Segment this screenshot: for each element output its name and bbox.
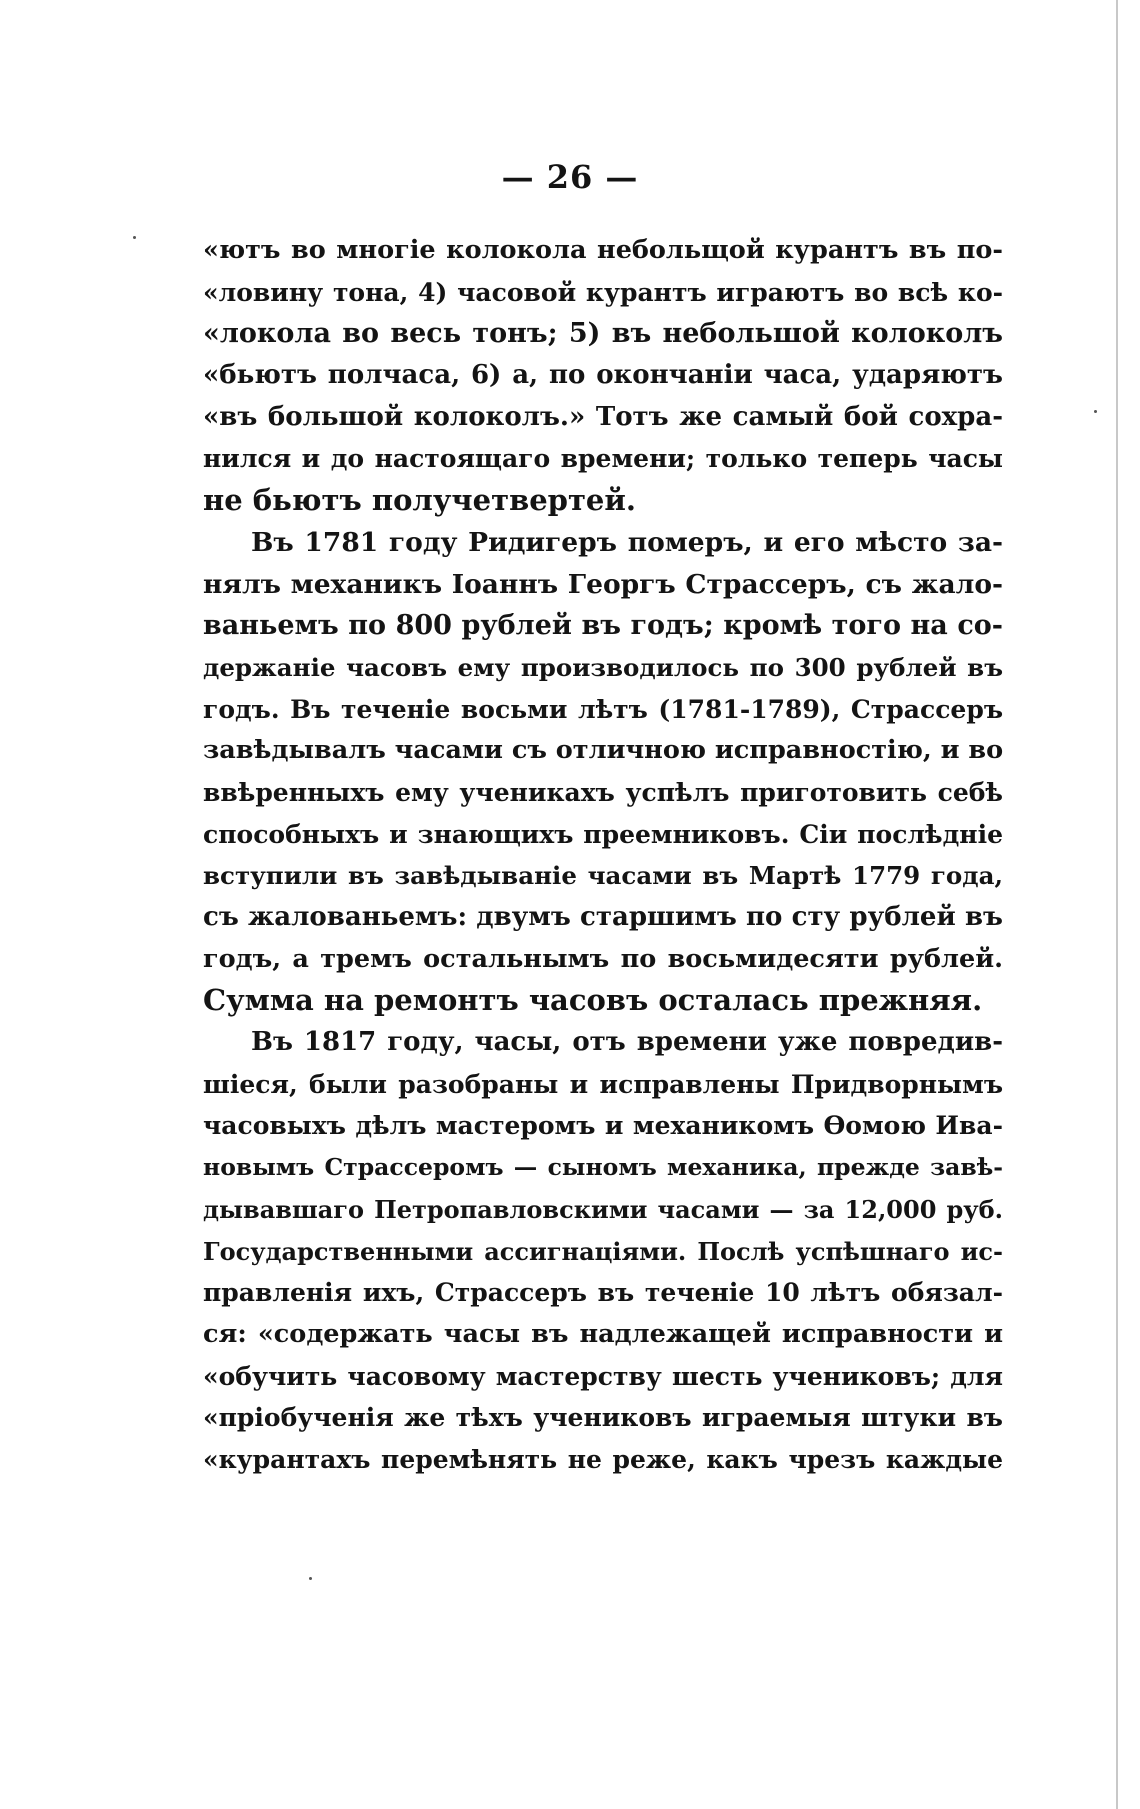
text-line: годъ. Въ теченіе восьми лѣтъ (1781-1789), Страссеръ bbox=[203, 694, 1003, 724]
text-line: вступили въ завѣдываніе часами въ Мартѣ 1779 года, bbox=[203, 861, 1003, 891]
scan-speck bbox=[309, 1577, 312, 1580]
text-line: ся: «содержать часы въ надлежащей исправности и bbox=[203, 1318, 1003, 1349]
text-line: шіеся, были разобраны и исправлены Придворнымъ bbox=[203, 1069, 1003, 1099]
text-line: дывавшаго Петропавловскими часами — за 12,000 руб. bbox=[203, 1194, 1003, 1224]
text-line: способныхъ и знающихъ преемниковъ. Сіи послѣдніе bbox=[203, 819, 1003, 849]
text-line: годъ, а тремъ остальнымъ по восьмидесяти рублей. bbox=[203, 943, 1003, 974]
text-line: «въ большой колоколъ.» Тотъ же самый бой сохра- bbox=[203, 401, 1003, 432]
text-line: «ловину тона, 4) часовой курантъ играютъ во всѣ ко- bbox=[203, 277, 1003, 307]
scan-edge-line bbox=[1116, 0, 1118, 1809]
text-line: Сумма на ремонтъ часовъ осталась прежняя. bbox=[203, 983, 983, 1018]
text-line: новымъ Страссеромъ — сыномъ механика, прежде завѣ- bbox=[203, 1153, 1003, 1182]
text-line: правленія ихъ, Страссеръ въ теченіе 10 лѣтъ обязал- bbox=[203, 1278, 1003, 1308]
scan-speck bbox=[133, 236, 136, 239]
text-line: нялъ механикъ Іоаннъ Георгъ Страссеръ, съ жало- bbox=[203, 568, 1003, 600]
text-line: ваньемъ по 800 рублей въ годъ; кромѣ того на со- bbox=[203, 610, 1003, 642]
text-line: Въ 1817 году, часы, отъ времени уже повредив- bbox=[251, 1027, 1003, 1058]
body-text bbox=[203, 230, 1003, 1481]
text-line: Въ 1781 году Ридигеръ померъ, и его мѣсто за- bbox=[251, 526, 1003, 558]
text-line: держаніе часовъ ему производилось по 300 рублей въ bbox=[203, 652, 1003, 682]
text-line: ввѣренныхъ ему ученикахъ успѣлъ приготовить себѣ bbox=[203, 777, 1003, 807]
text-line: «пріобученія же тѣхъ учениковъ играемыя штуки въ bbox=[203, 1403, 1003, 1433]
text-line: часовыхъ дѣлъ мастеромъ и механикомъ Ѳомою Ива- bbox=[203, 1111, 1003, 1141]
text-line: завѣдывалъ часами съ отличною исправностію, и во bbox=[203, 735, 1003, 766]
text-line: «локола во весь тонъ; 5) въ небольшой колоколъ bbox=[203, 318, 1003, 350]
text-line: нился и до настоящаго времени; только теперь часы bbox=[203, 444, 1003, 474]
text-line: «ютъ во многіе колокола небольщой курантъ въ по- bbox=[203, 235, 1003, 265]
text-line: не бьютъ получетвертей. bbox=[203, 483, 636, 518]
scan-speck bbox=[1094, 410, 1097, 413]
text-line: «обучить часовому мастерству шесть учениковъ; для bbox=[203, 1361, 1003, 1391]
text-line: «курантахъ перемѣнять не реже, какъ чрезъ каждые bbox=[203, 1444, 1003, 1474]
text-line: «бьютъ полчаса, 6) а, по окончаніи часа, ударяютъ bbox=[203, 360, 1003, 391]
page-number: — 26 — bbox=[501, 158, 639, 196]
text-line: Государственными ассигнаціями. Послѣ успѣшнаго ис- bbox=[203, 1236, 1003, 1266]
text-line: съ жалованьемъ: двумъ старшимъ по сту рублей въ bbox=[203, 902, 1003, 932]
